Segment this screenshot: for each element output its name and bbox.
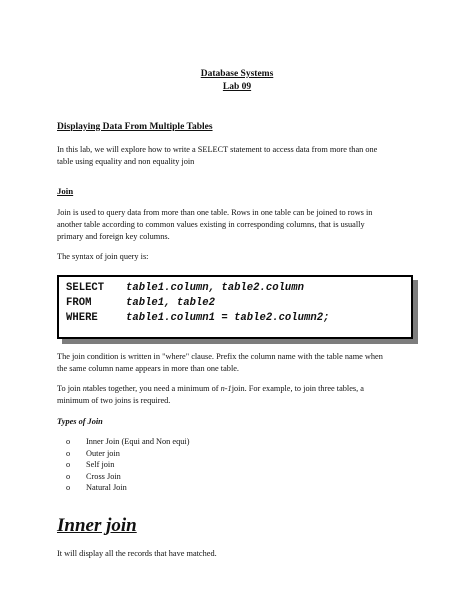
join-types-list	[66, 436, 189, 494]
join-description	[57, 207, 423, 243]
min-joins-line-1: To join ntables together, you need a minimum of n-1join. For example, to join three tables, a	[57, 384, 364, 393]
inner-join-description: It will display all the records that have matched.	[57, 549, 217, 558]
inner-join-heading: Inner join	[57, 515, 137, 536]
where-expression: table1.column1 = table2.column2;	[126, 312, 330, 324]
from-expression: table1, table2	[126, 297, 216, 309]
select-expression: table1.column, table2.column	[126, 282, 305, 294]
course-title: Database Systems	[200, 69, 274, 79]
min-joins-paragraph	[57, 383, 423, 407]
list-item: o Cross Join	[66, 471, 121, 481]
syntax-intro: The syntax of join query is:	[57, 252, 149, 261]
join-desc-line-2: another table according to common values existing in corresponding columns, that is usually	[57, 220, 365, 229]
keyword-where: WHERE	[66, 312, 98, 324]
intro-paragraph	[57, 144, 423, 168]
n-minus-1-variable: n-1	[220, 384, 232, 393]
bullet-icon: o	[66, 437, 71, 446]
code-line-where	[66, 312, 329, 324]
bullet-icon: o	[66, 460, 71, 469]
list-item: o Self join	[66, 460, 115, 469]
join-desc-line-3: primary and foreign key columns.	[57, 232, 170, 241]
sql-syntax-box	[57, 275, 413, 339]
join-condition-paragraph	[57, 351, 423, 375]
join-condition-line-1: The join condition is written in "where" clause. Prefix the column name with the table name when	[57, 352, 383, 361]
join-condition-line-2: the same column name appears in more than one table.	[57, 364, 240, 373]
intro-line-2: table using equality and non equality join	[57, 157, 195, 166]
list-item: o Inner Join (Equi and Non equi)	[66, 437, 190, 446]
join-heading: Join	[57, 186, 74, 196]
code-line-select	[66, 282, 304, 294]
types-heading: Types of Join	[57, 417, 103, 426]
keyword-select: SELECT	[66, 282, 105, 294]
list-item: o Natural Join	[66, 483, 127, 492]
bullet-icon: o	[66, 483, 71, 492]
bullet-icon: o	[66, 448, 71, 458]
bullet-icon: o	[66, 471, 71, 481]
code-line-from	[66, 297, 215, 309]
min-joins-line-2: minimum of two joins is required.	[57, 396, 171, 405]
join-desc-line-1: Join is used to query data from more than one table. Rows in one table can be joined to rows in	[57, 208, 373, 217]
n-variable: n	[82, 384, 87, 393]
intro-line-1: In this lab, we will explore how to write a SELECT statement to access data from more than one	[57, 145, 378, 154]
keyword-from: FROM	[66, 297, 92, 309]
section-title: Displaying Data From Multiple Tables	[57, 122, 213, 132]
lab-number: Lab 09	[222, 82, 252, 92]
list-item: o Outer join	[66, 448, 120, 458]
